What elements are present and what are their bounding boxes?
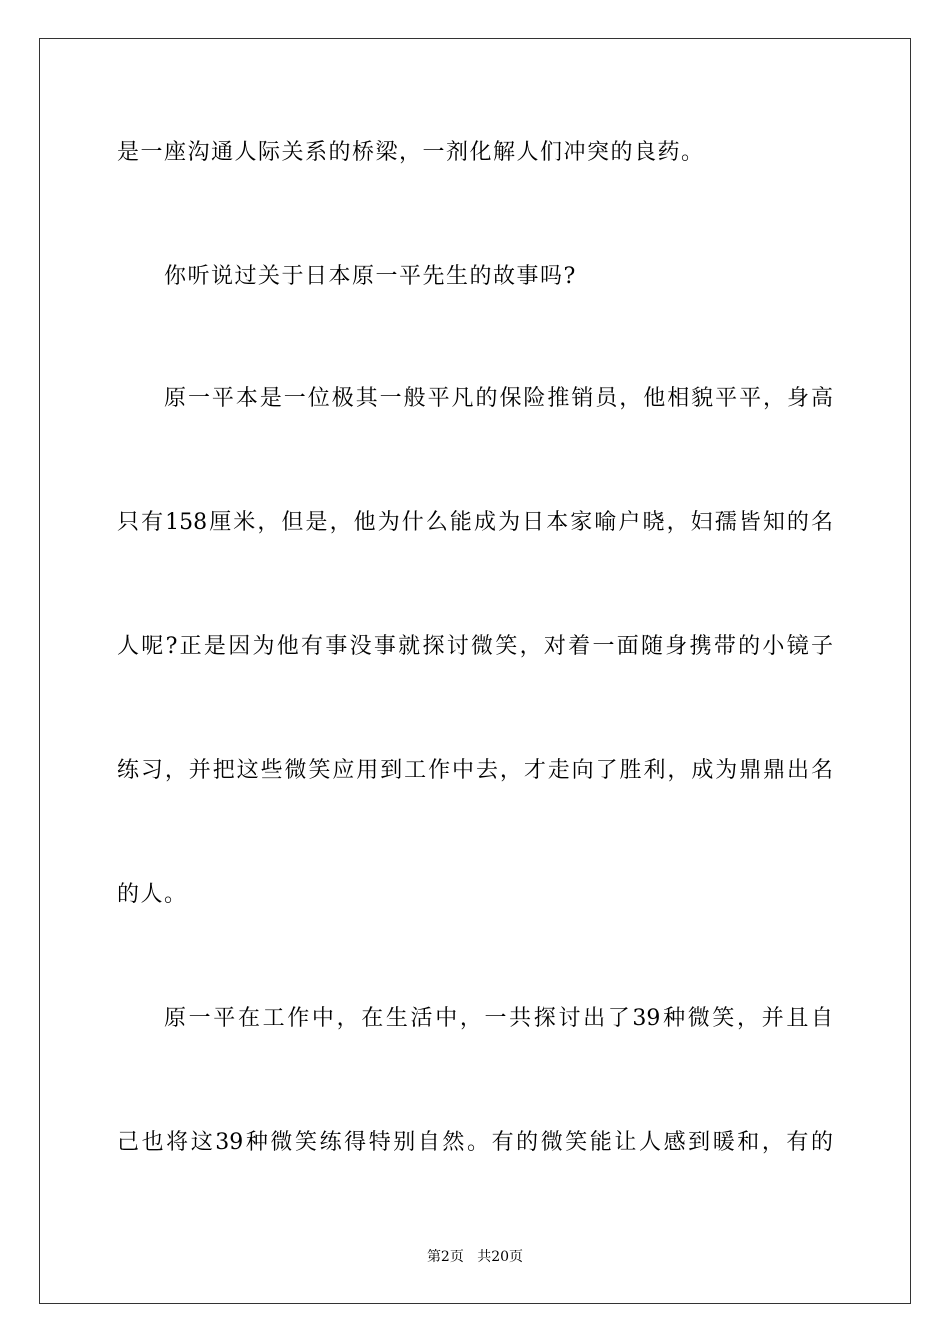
page-number: 第2页 xyxy=(426,1249,464,1265)
text-line-1: 是一座沟通人际关系的桥梁，一剂化解人们冲突的良药。 xyxy=(117,140,705,165)
text-line-6: 练习，并把这些微笑应用到工作中去，才走向了胜利，成为鼎鼎出名 xyxy=(117,758,833,783)
page-border xyxy=(39,38,911,1304)
page-footer xyxy=(0,1247,950,1267)
text-line-9: 己也将这39种微笑练得特别自然。有的微笑能让人感到暖和，有的 xyxy=(117,1130,833,1155)
text-line-7: 的人。 xyxy=(117,882,188,907)
text-line-2: 你听说过关于日本原一平先生的故事吗? xyxy=(164,264,577,289)
text-line-5: 人呢?正是因为他有事没事就探讨微笑，对着一面随身携带的小镜子 xyxy=(117,634,833,659)
text-line-3: 原一平本是一位极其一般平凡的保险推销员，他相貌平平，身高 xyxy=(164,386,833,411)
text-line-8: 原一平在工作中，在生活中，一共探讨出了39种微笑，并且自 xyxy=(164,1006,833,1031)
text-line-4: 只有158厘米，但是，他为什么能成为日本家喻户晓，妇孺皆知的名 xyxy=(117,510,833,535)
page-total: 共20页 xyxy=(477,1249,524,1265)
